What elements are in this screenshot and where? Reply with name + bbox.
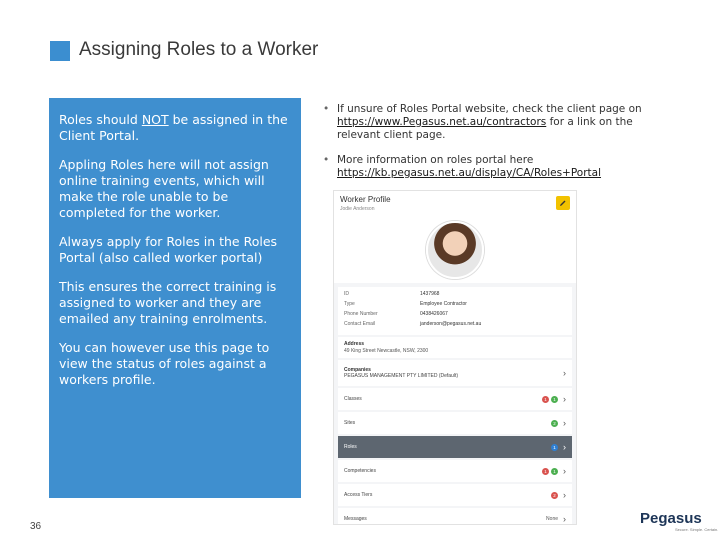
panel-paragraph-4: This ensures the correct training is assigned to worker and they are emailed any training enrolments. xyxy=(59,279,277,326)
chevron-right-icon: › xyxy=(563,442,566,452)
pencil-icon[interactable] xyxy=(556,196,570,210)
list-item-classes[interactable]: Classes 1 1 › xyxy=(338,388,572,410)
green-badge: 1 xyxy=(551,468,558,475)
red-badge: 1 xyxy=(542,468,549,475)
chevron-right-icon: › xyxy=(563,466,566,476)
avatar xyxy=(426,221,484,279)
profile-name: Jodie Anderson xyxy=(340,206,375,212)
companies-item[interactable]: Companies PEGASUS MANAGEMENT PTY LIMITED (Default) › xyxy=(338,360,572,386)
chevron-right-icon: › xyxy=(563,368,566,378)
roles-portal-link[interactable]: https://kb.pegasus.net.au/display/CA/Roles+Portal xyxy=(337,167,602,179)
list-item-access-tiers[interactable]: Access Tiers 2 › xyxy=(338,484,572,506)
emphasis-not: NOT xyxy=(141,112,169,127)
contractors-link[interactable]: https://www.Pegasus.net.au/contractors xyxy=(337,116,547,128)
panel-paragraph-5: You can however use this page to view the status of roles against a workers profile. xyxy=(59,340,270,387)
bullet-item-2: • More information on roles portal here https://kb.pegasus.net.au/display/CA/Roles+Portal xyxy=(323,154,602,179)
chevron-right-icon: › xyxy=(563,514,566,524)
detail-row: Type Employee Contractor xyxy=(344,301,467,307)
info-panel xyxy=(49,98,301,498)
panel-paragraph-3: Always apply for Roles in the Roles Portal (also called worker portal) xyxy=(59,234,278,265)
list-item-competencies[interactable]: Competencies 1 1 › xyxy=(338,460,572,482)
profile-title: Worker Profile xyxy=(340,195,391,204)
list-item-sites[interactable]: Sites 2 › xyxy=(338,412,572,434)
pegasus-logo: Pegasus xyxy=(640,510,702,527)
panel-paragraph-1: Roles should NOT be assigned in the Client Portal. xyxy=(59,112,288,143)
green-badge: 2 xyxy=(551,420,558,427)
chevron-right-icon: › xyxy=(563,394,566,404)
list-item-messages[interactable]: Messages None › xyxy=(338,508,572,525)
page-title: Assigning Roles to a Worker xyxy=(79,39,319,60)
bullet-dot-icon: • xyxy=(323,154,330,166)
profile-header xyxy=(334,191,576,217)
list-item-roles[interactable]: Roles 1 › xyxy=(338,436,572,458)
bullet-dot-icon: • xyxy=(323,103,330,115)
red-badge: 1 xyxy=(542,396,549,403)
page-number: 36 xyxy=(30,521,42,532)
chevron-right-icon: › xyxy=(563,418,566,428)
detail-row: Contact Email janderson@pegasus.net.au xyxy=(344,321,482,327)
messages-note: None xyxy=(546,516,558,522)
profile-photo-area xyxy=(334,217,576,283)
detail-row: ID 1437968 xyxy=(344,291,440,297)
profile-details-card xyxy=(338,287,572,335)
address-section: Address 49 King Street Newcastle, NSW, 2300 xyxy=(338,337,572,358)
red-badge: 2 xyxy=(551,492,558,499)
title-accent-square xyxy=(50,41,70,61)
bullet-list xyxy=(323,103,653,192)
logo-tagline: Secure. Simple. Certain. xyxy=(675,527,719,532)
detail-row: Phone Number 0438426067 xyxy=(344,311,448,317)
panel-paragraph-2: Appling Roles here will not assign online training events, which will make the role unable to be completed for the worker. xyxy=(59,157,269,220)
bullet-item-1: • If unsure of Roles Portal website, check the client page on https://www.Pegasus.net.au/contractors for a link on the relevant client page. xyxy=(323,103,642,141)
green-badge: 1 xyxy=(551,396,558,403)
worker-profile-screenshot xyxy=(333,190,577,525)
blue-badge: 1 xyxy=(551,444,558,451)
chevron-right-icon: › xyxy=(563,490,566,500)
